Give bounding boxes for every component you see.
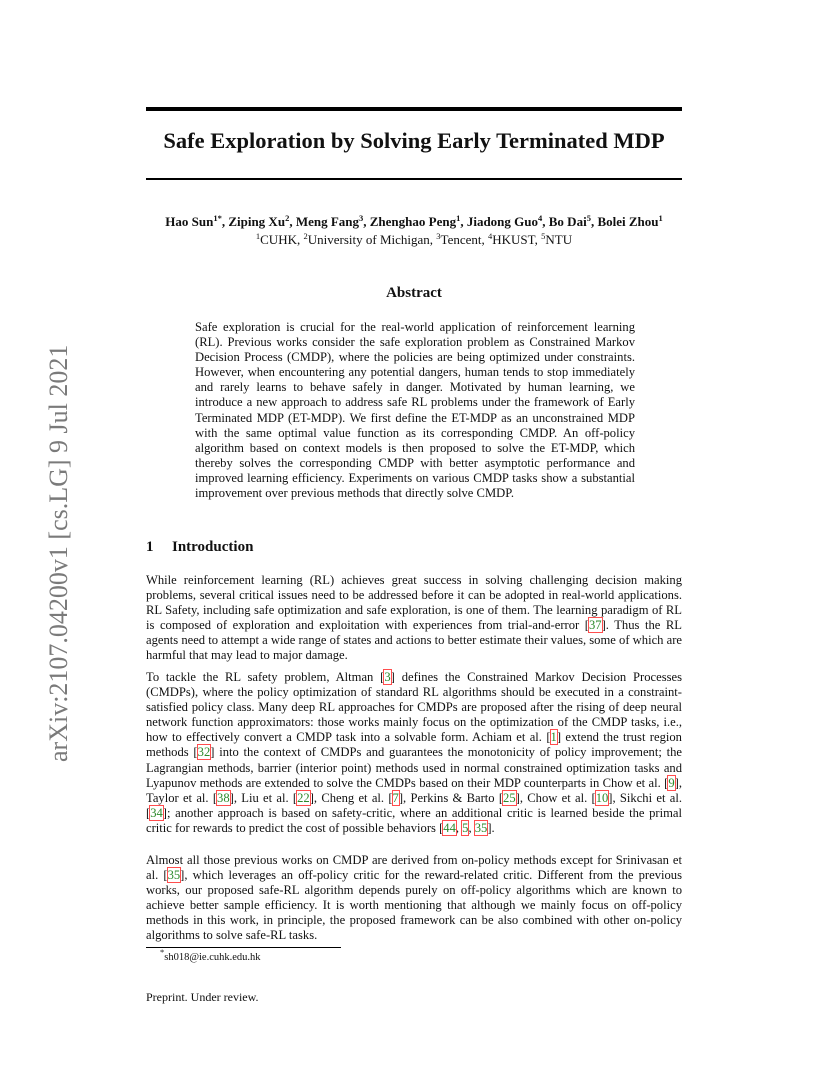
author-name: Ziping Xu — [228, 214, 286, 229]
footnote — [160, 947, 261, 963]
citation-link[interactable]: 44 — [443, 820, 456, 835]
affiliation-mark: 3 — [436, 231, 441, 241]
footnote-rule — [146, 947, 341, 948]
abstract-text: Safe exploration is crucial for the real-world application of reinforcement learning (RL). Previous works consider the safe exploration problem as Constrained Markov Decision Process (CMDP), where the policies are being optimized under constraints. However, when encountering any potential dangers, human tends to stop immediately and rarely learns to behave safely in danger. Motivated by human learning, we introduce a new approach to address safe RL problems under the framework of Early Terminated MDP (ET-MDP). We first define the ET-MDP as an unconstrained MDP with the same optimal value function as its corresponding CMDP. An off-policy algorithm based on context models is then proposed to solve the ET-MDP, which thereby solves the corresponding CMDP with better asymptotic performance and improved learning efficiency. Experiments on various CMDP tasks show a substantial improvement over previous methods that directly solve CMDP. — [195, 320, 635, 501]
paragraph: Almost all those previous works on CMDP are derived from on-policy methods except for Srinivasan et al. [35], which leverages an off-policy critic for the reward-related critic. Different from the previous works, our proposed safe-RL algorithm depends purely on off-policy algorithms which are known to achieve better sample efficiency. It is worth mentioning that although we mainly focus on off-policy methods in this work, in principle, the proposed framework can be also combined with other on-policy algorithms to solve safe-RL tasks. — [146, 853, 682, 943]
citation-link[interactable]: 32 — [197, 745, 211, 760]
citation-link[interactable]: 35 — [474, 820, 488, 835]
author-name: Bolei Zhou — [597, 214, 659, 229]
title-rule-bottom — [146, 178, 682, 180]
author-affiliation-mark: 1* — [213, 213, 222, 223]
author-list: Hao Sun$^{1*}$, Ziping Xu$^2$, Meng Fang$^3$, Zhenghao Peng$^1$, Jiadong Guo$^4$, Bo Dai$^5$, Bolei Zhou$^1$ — [165, 213, 663, 229]
citation-link[interactable]: 5 — [462, 820, 469, 835]
citation-link[interactable]: 3 — [384, 670, 391, 684]
preprint-note: Preprint. Under review. — [146, 990, 259, 1004]
author-affiliation-mark: 2 — [285, 213, 290, 223]
author-name: Zhenghao Peng — [369, 214, 457, 229]
affiliation-mark: 2 — [303, 231, 308, 241]
citation-link[interactable]: 37 — [588, 618, 602, 633]
citation-link[interactable]: 35 — [167, 868, 181, 883]
footnote-mark: * — [160, 947, 165, 957]
author-affiliation-mark: 4 — [538, 213, 543, 223]
affiliation-mark: 1 — [255, 231, 261, 241]
citation-link[interactable]: 1 — [550, 730, 557, 745]
affiliation-mark: 5 — [541, 231, 546, 241]
author-name: Hao Sun — [165, 214, 214, 229]
section-heading — [146, 539, 253, 556]
affiliation-name: NTU — [545, 232, 573, 247]
citation-link[interactable]: 9 — [668, 775, 675, 790]
author-affiliation-mark: 5 — [586, 213, 591, 223]
section-title: Introduction — [172, 539, 254, 555]
citation-link[interactable]: 25 — [503, 790, 516, 805]
author-affiliation-mark: 1 — [456, 213, 461, 223]
section-number: 1 — [146, 539, 154, 555]
author-affiliation-mark: 3 — [359, 213, 364, 223]
citation-link[interactable]: 38 — [217, 790, 230, 805]
paper-title: Safe Exploration by Solving Early Terminated MDP — [163, 128, 665, 153]
author-name: Jiadong Guo — [466, 214, 539, 229]
citation-link[interactable]: 22 — [297, 790, 310, 805]
affiliation-name: CUHK — [260, 232, 297, 247]
affiliation-name: HKUST — [492, 232, 535, 247]
title-rule-top — [146, 107, 682, 111]
author-name: Bo Dai — [548, 214, 587, 229]
citation-link[interactable]: 10 — [595, 790, 609, 805]
affiliation-list: $^1$CUHK, $^2$University of Michigan, $^3$Tencent, $^4$HKUST, $^5$NTU — [255, 231, 573, 247]
citation-link[interactable]: 34 — [150, 805, 163, 820]
affiliation-name: University of Michigan — [307, 232, 430, 247]
affiliation-name: Tencent — [440, 232, 482, 247]
citation-link[interactable]: 7 — [392, 790, 399, 805]
author-affiliation-mark: 1 — [658, 213, 663, 223]
affiliation-mark: 4 — [488, 231, 493, 241]
footnote-text: sh018@ie.cuhk.edu.hk — [164, 952, 261, 963]
author-name: Meng Fang — [295, 214, 360, 229]
paragraph: While reinforcement learning (RL) achieves great success in solving challenging decision making problems, several critical issues need to be addressed before it can be adopted in real-world applications. RL Safety, including safe optimization and safe exploration, is one of them. The learning paradigm of RL is composed of exploration and exploitation with experiences from trial-and-error [37]. Thus the RL agents need to attempt a wide range of states and actions to better estimate their values, some of which are harmful that may lead to major damage. — [146, 573, 682, 663]
arxiv-stamp: arXiv:2107.04200v1 [cs.LG] 9 Jul 2021 — [44, 344, 73, 762]
abstract-heading: Abstract — [386, 285, 442, 301]
paragraph: To tackle the RL safety problem, Altman [3] defines the Constrained Markov Decision Processes (CMDPs), where the policy optimization of standard RL algorithms should be executed in a constraint-satisfied policy class. Many deep RL approaches for CMDPs are proposed after the rising of deep neural network function approximators: those works mainly focus on the optimization of the CMDP tasks, i.e., how to effectively convert a CMDP task into a solvable form. Achiam et al. [1] extend the trust region methods [32] into the context of CMDPs and guarantees the monotonicity of policy improvement; the Lagrangian methods, barrier (interior point) methods used in normal constrained optimization tasks and Lyapunov methods are extended to solve the CMDPs based on their MDP counterparts in Chow et al. [9], Taylor et al. [38], Liu et al. [22], Cheng et al. [7], Perkins & Barto [25], Chow et al. [10], Sikchi et al. [34]; another approach is based on safety-critic, where an additional critic is learned beside the primal critic for rewards to predict the cost of possible behaviors [44, 5, 35]. — [146, 670, 683, 835]
